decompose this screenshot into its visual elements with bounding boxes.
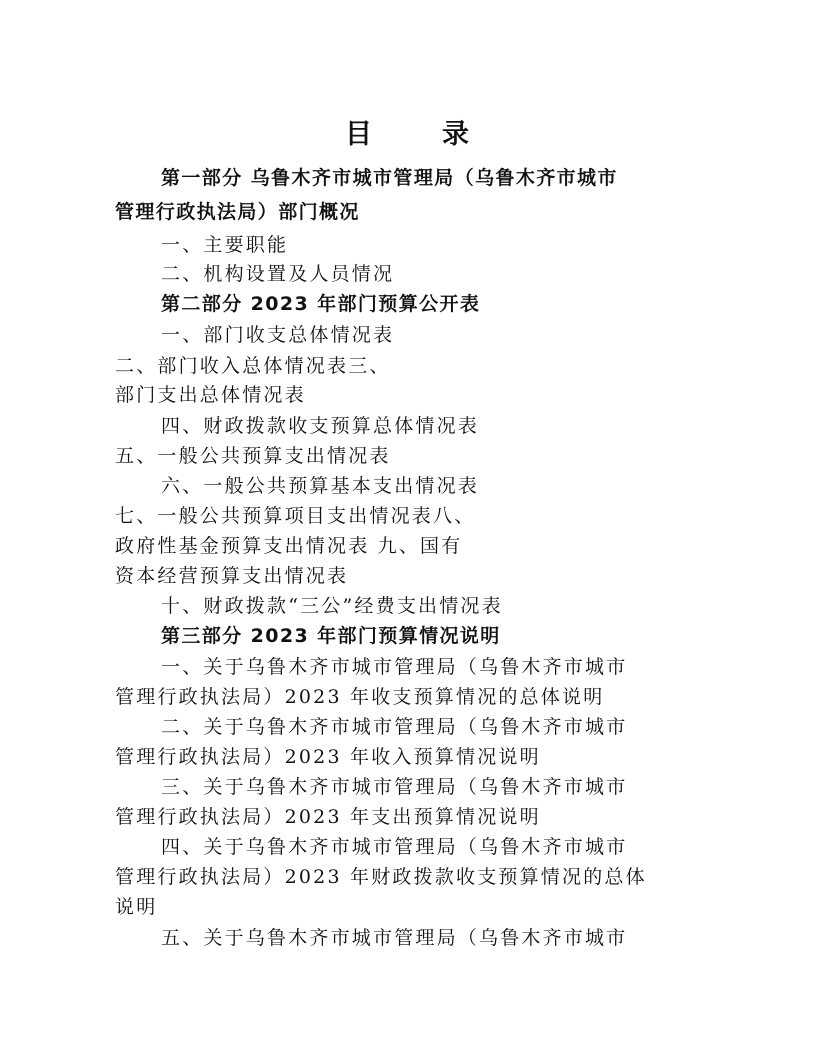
toc-part-1-heading-cont: 管理行政执法局）部门概况 bbox=[115, 201, 360, 223]
toc-item: 五、一般公共预算支出情况表 bbox=[115, 445, 391, 467]
toc-part-3-heading: 第三部分 2023 年部门预算情况说明 bbox=[161, 625, 501, 647]
toc-item: 二、关于乌鲁木齐市城市管理局（乌鲁木齐市城市 bbox=[161, 716, 628, 738]
toc-item: 五、关于乌鲁木齐市城市管理局（乌鲁木齐市城市 bbox=[161, 927, 628, 949]
toc-item: 管理行政执法局）2023 年收入预算情况说明 bbox=[115, 746, 541, 768]
toc-item: 二、机构设置及人员情况 bbox=[161, 263, 395, 285]
toc-item: 六、一般公共预算基本支出情况表 bbox=[161, 475, 480, 497]
toc-item: 政府性基金预算支出情况表 九、国有 bbox=[115, 535, 463, 557]
toc-item: 十、财政拨款“三公”经费支出情况表 bbox=[161, 595, 503, 617]
toc-item: 资本经营预算支出情况表 bbox=[115, 565, 349, 587]
toc-item: 管理行政执法局）2023 年财政拨款收支预算情况的总体 bbox=[115, 866, 647, 888]
toc-item: 说明 bbox=[115, 896, 158, 918]
toc-item: 部门支出总体情况表 bbox=[115, 384, 306, 406]
title-char-1: 目 bbox=[345, 119, 374, 150]
toc-item: 七、一般公共预算项目支出情况表八、 bbox=[115, 505, 476, 527]
toc-item: 一、部门收支总体情况表 bbox=[161, 324, 395, 346]
page-title bbox=[0, 112, 816, 151]
toc-item: 管理行政执法局）2023 年收支预算情况的总体说明 bbox=[115, 686, 605, 708]
toc-item: 二、部门收入总体情况表三、 bbox=[115, 355, 391, 377]
toc-item: 管理行政执法局）2023 年支出预算情况说明 bbox=[115, 806, 541, 828]
toc-item: 一、主要职能 bbox=[161, 234, 289, 256]
toc-part-2-heading: 第二部分 2023 年部门预算公开表 bbox=[161, 293, 481, 315]
toc-part-1-heading: 第一部分 乌鲁木齐市城市管理局（乌鲁木齐市城市 bbox=[161, 167, 618, 189]
title-char-2: 录 bbox=[442, 119, 471, 150]
toc-item: 四、财政拨款收支预算总体情况表 bbox=[161, 415, 480, 437]
toc-item: 一、关于乌鲁木齐市城市管理局（乌鲁木齐市城市 bbox=[161, 656, 628, 678]
toc-item: 四、关于乌鲁木齐市城市管理局（乌鲁木齐市城市 bbox=[161, 836, 628, 858]
toc-item: 三、关于乌鲁木齐市城市管理局（乌鲁木齐市城市 bbox=[161, 776, 628, 798]
